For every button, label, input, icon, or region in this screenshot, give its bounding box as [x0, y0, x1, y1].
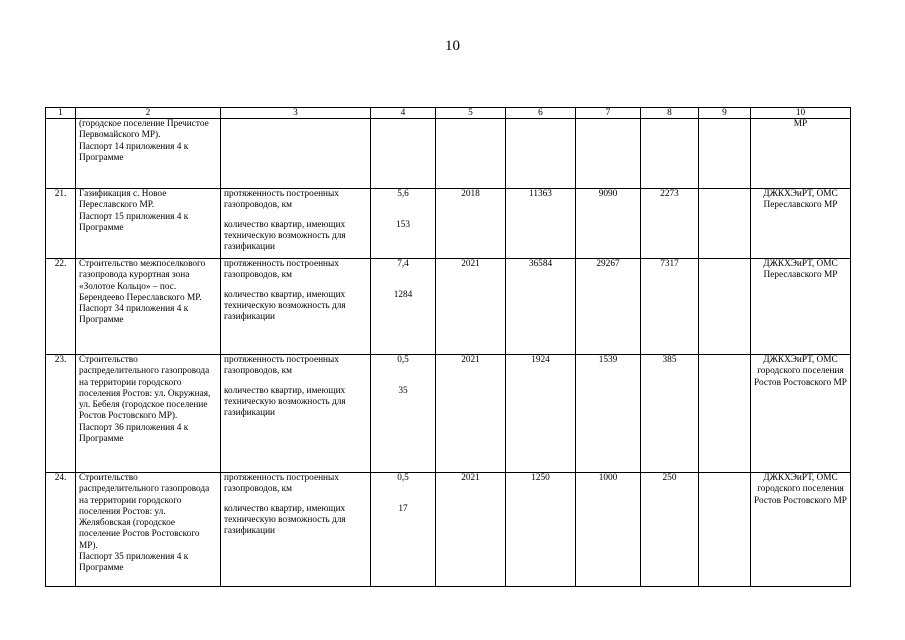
indicator-value-cell: [371, 355, 436, 473]
page-number: 10: [445, 38, 460, 54]
value-cell: 11363: [506, 189, 576, 259]
row-number-cell: 22.: [46, 259, 76, 355]
indicator-apartments-value: 17: [398, 504, 408, 515]
row-number-cell: 21.: [46, 189, 76, 259]
value-cell: 9090: [576, 189, 641, 259]
executor-cell: ДЖКХЭиРТ, ОМС Переславского МР: [751, 259, 851, 355]
row-number-cell: 23.: [46, 355, 76, 473]
value-cell: [699, 259, 751, 355]
indicator-cell: [221, 119, 371, 189]
program-table: [45, 107, 851, 587]
value-cell: [699, 355, 751, 473]
year-cell: [436, 119, 506, 189]
table-row: [46, 259, 851, 355]
indicator-value-cell: [371, 119, 436, 189]
header-cell: 5: [436, 108, 506, 119]
value-cell: 7317: [641, 259, 699, 355]
value-cell: 1250: [506, 473, 576, 587]
continuation-row: [46, 119, 851, 189]
value-cell: 1000: [576, 473, 641, 587]
project-name-cell: Строительство распределительного газопровода на территории городского поселения Ростов: ул. Желябовская (городское поселение Ростов Ростовского МР). Паспорт 35 приложения 4 к Программе: [76, 473, 221, 587]
value-cell: 29267: [576, 259, 641, 355]
row-number-cell: [46, 119, 76, 189]
indicator-apartments-label: количество квартир, имеющих техническую возможность для газификации: [224, 289, 346, 323]
header-cell: 2: [76, 108, 221, 119]
indicator-length-label: протяженность построенных газопроводов, км: [224, 355, 339, 377]
indicator-apartments-label: количество квартир, имеющих техническую возможность для газификации: [224, 503, 346, 537]
header-cell: 4: [371, 108, 436, 119]
executor-cell: ДЖКХЭиРТ, ОМС городского поселения Ростов Ростовского МР: [751, 473, 851, 587]
header-cell: 8: [641, 108, 699, 119]
indicator-length-value: 0,5: [397, 355, 409, 365]
indicator-cell: [221, 473, 371, 587]
indicator-length-label: протяженность построенных газопроводов, км: [224, 259, 339, 281]
value-cell: [641, 119, 699, 189]
executor-cell: ДЖКХЭиРТ, ОМС Переславского МР: [751, 189, 851, 259]
project-name-cell: Строительство межпоселкового газопровода курортная зона «Золотое Кольцо» – пос. Берендеево Переславского МР. Паспорт 34 приложения 4 к Программе: [76, 259, 221, 355]
value-cell: [699, 473, 751, 587]
project-name-cell: Строительство распределительного газопровода на территории городского поселения Ростов: ул. Окружная, ул. Бебеля (городское поселение Ростов Ростовского МР). Паспорт 36 приложения 4 к Программе: [76, 355, 221, 473]
header-cell: 9: [699, 108, 751, 119]
value-cell: 250: [641, 473, 699, 587]
header-cell: 10: [751, 108, 851, 119]
year-cell: 2021: [436, 473, 506, 587]
indicator-apartments-label: количество квартир, имеющих техническую возможность для газификации: [224, 385, 346, 419]
indicator-cell: [221, 259, 371, 355]
year-cell: 2021: [436, 259, 506, 355]
indicator-apartments-value: 35: [398, 386, 408, 397]
executor-cell: МР: [751, 119, 851, 189]
indicator-apartments-label: количество квартир, имеющих техническую возможность для газификации: [224, 219, 346, 253]
indicator-apartments-value: 153: [396, 220, 410, 231]
header-row: [46, 108, 851, 119]
value-cell: 2273: [641, 189, 699, 259]
indicator-cell: [221, 355, 371, 473]
value-cell: 1539: [576, 355, 641, 473]
executor-cell: ДЖКХЭиРТ, ОМС городского поселения Ростов Ростовского МР: [751, 355, 851, 473]
value-cell: [506, 119, 576, 189]
table-row: [46, 189, 851, 259]
indicator-length-label: протяженность построенных газопроводов, км: [224, 473, 339, 495]
indicator-apartments-value: 1284: [393, 290, 413, 301]
header-cell: 6: [506, 108, 576, 119]
indicator-value-cell: [371, 259, 436, 355]
row-number-cell: 24.: [46, 473, 76, 587]
header-cell: 7: [576, 108, 641, 119]
value-cell: 1924: [506, 355, 576, 473]
indicator-length-value: 7,4: [397, 259, 409, 269]
value-cell: [699, 189, 751, 259]
project-name-cell: Газификация с. Новое Переславского МР. Паспорт 15 приложения 4 к Программе: [76, 189, 221, 259]
indicator-length-label: протяженность построенных газопроводов, км: [224, 189, 339, 211]
indicator-cell: [221, 189, 371, 259]
indicator-value-cell: [371, 473, 436, 587]
table-row: [46, 355, 851, 473]
value-cell: 385: [641, 355, 699, 473]
indicator-value-cell: [371, 189, 436, 259]
header-cell: 3: [221, 108, 371, 119]
year-cell: 2021: [436, 355, 506, 473]
indicator-length-value: 5,6: [397, 189, 409, 199]
table-row: [46, 473, 851, 587]
indicator-length-value: 0,5: [397, 473, 409, 483]
value-cell: [576, 119, 641, 189]
project-name-cell: (городское поселение Пречистое Первомайского МР). Паспорт 14 приложения 4 к Программе: [76, 119, 221, 189]
value-cell: 36584: [506, 259, 576, 355]
value-cell: [699, 119, 751, 189]
header-cell: 1: [46, 108, 76, 119]
year-cell: 2018: [436, 189, 506, 259]
